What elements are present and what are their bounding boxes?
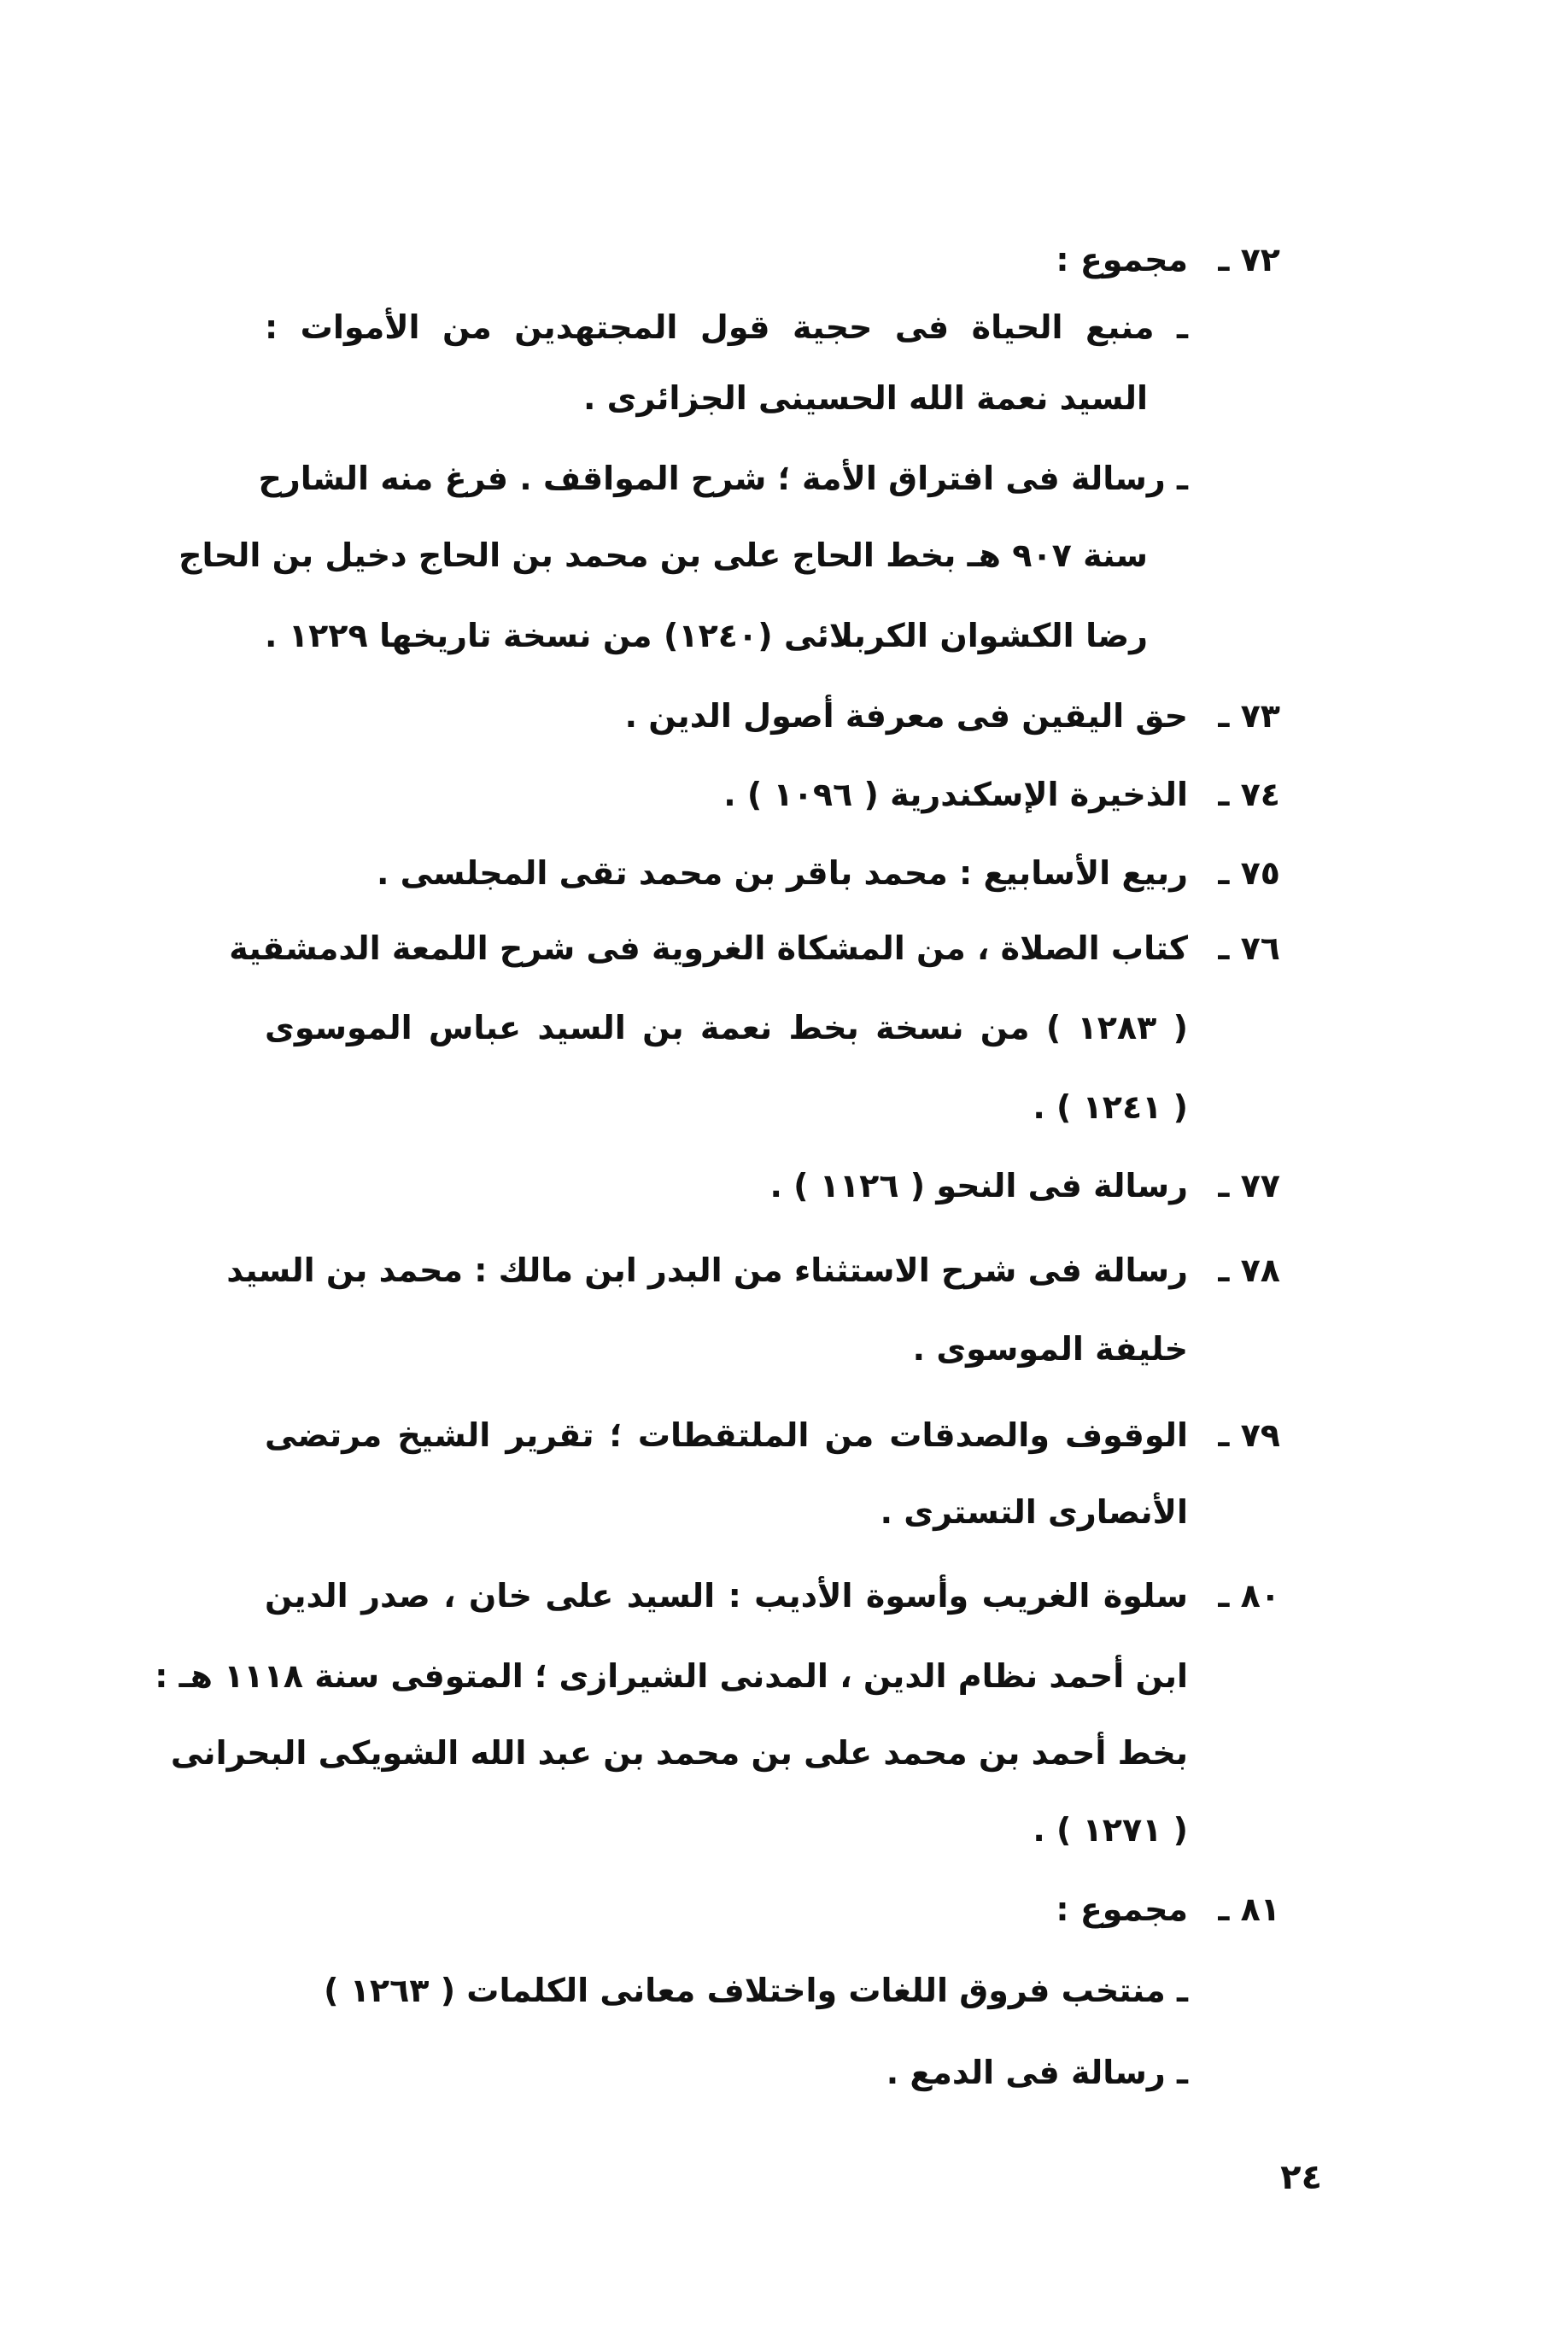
- entry-line: بخط أحمد بن محمد على بن محمد بن عبد الله الشويكى البحرانى: [170, 1734, 1188, 1772]
- entry-line: الوقوف والصدقات من الملتقطات ؛ تقرير الشيخ مرتضى: [265, 1416, 1188, 1454]
- entry-line: رسالة فى شرح الاستثناء من البدر ابن مالك : محمد بن السيد: [226, 1251, 1188, 1289]
- entry-line: ( ١٢٨٣ ) من نسخة بخط نعمة بن السيد عباس الموسوى: [265, 1009, 1188, 1046]
- entry-number: ٧٦ ـ: [1218, 929, 1280, 967]
- entry-number: ٧٤ ـ: [1218, 776, 1280, 813]
- entry-number: ٧٩ ـ: [1218, 1416, 1280, 1454]
- entry-line: ( ١٢٧١ ) .: [1033, 1811, 1188, 1849]
- entry-line: ابن أحمد نظام الدين ، المدنى الشيرازى ؛ المتوفى سنة ١١١٨ هـ :: [155, 1657, 1188, 1695]
- entry-line: سلوة الغريب وأسوة الأديب : السيد على خان ، صدر الدين: [265, 1577, 1188, 1615]
- entry-line: كتاب الصلاة ، من المشكاة الغروية فى شرح اللمعة الدمشقية: [229, 929, 1188, 967]
- sub-item-line: ـ رسالة فى افتراق الأمة ؛ شرح المواقف . فرغ منه الشارح: [258, 460, 1188, 497]
- entry-number: ٨١ ـ: [1218, 1890, 1280, 1928]
- entry-line: الأنصارى التسترى .: [880, 1493, 1188, 1531]
- entry-number: ٧٥ ـ: [1218, 854, 1280, 892]
- entry-line: مجموع :: [1056, 1890, 1188, 1928]
- page-number: ٢٤: [1280, 2158, 1322, 2197]
- entry-number: ٧٢ ـ: [1218, 241, 1280, 278]
- sub-item-line: السيد نعمة الله الحسينى الجزائرى .: [583, 379, 1148, 417]
- entry-line: خليفة الموسوى .: [912, 1330, 1188, 1368]
- entry-line: رسالة فى النحو ( ١١٢٦ ) .: [769, 1167, 1188, 1205]
- entry-line: ربيع الأسابيع : محمد باقر بن محمد تقى المجلسى .: [376, 854, 1188, 892]
- entry-line: مجموع :: [1056, 241, 1188, 278]
- entry-number: ٧٧ ـ: [1218, 1167, 1280, 1205]
- sub-item-line: سنة ٩٠٧ هـ بخط الحاج على بن محمد بن الحاج دخيل بن الحاج: [178, 536, 1148, 574]
- sub-item-line: ـ رسالة فى الدمع .: [886, 2054, 1188, 2091]
- entry-number: ٧٣ ـ: [1218, 697, 1280, 735]
- sub-item-line: ـ منبع الحياة فى حجية قول المجتهدين من الأموات :: [265, 308, 1188, 346]
- entry-number: ٨٠ ـ: [1218, 1577, 1280, 1615]
- sub-item-line: رضا الكشوان الكربلائى (١٢٤٠) من نسخة تاريخها ١٢٢٩ .: [265, 617, 1148, 654]
- sub-item-line: ـ منتخب فروق اللغات واختلاف معانى الكلمات ( ١٢٦٣ ): [324, 1972, 1188, 2009]
- entry-line: الذخيرة الإسكندرية ( ١٠٩٦ ) .: [723, 776, 1188, 813]
- entry-number: ٧٨ ـ: [1218, 1251, 1280, 1289]
- entry-line: ( ١٢٤١ ) .: [1033, 1088, 1188, 1126]
- entry-line: حق اليقين فى معرفة أصول الدين .: [624, 697, 1188, 735]
